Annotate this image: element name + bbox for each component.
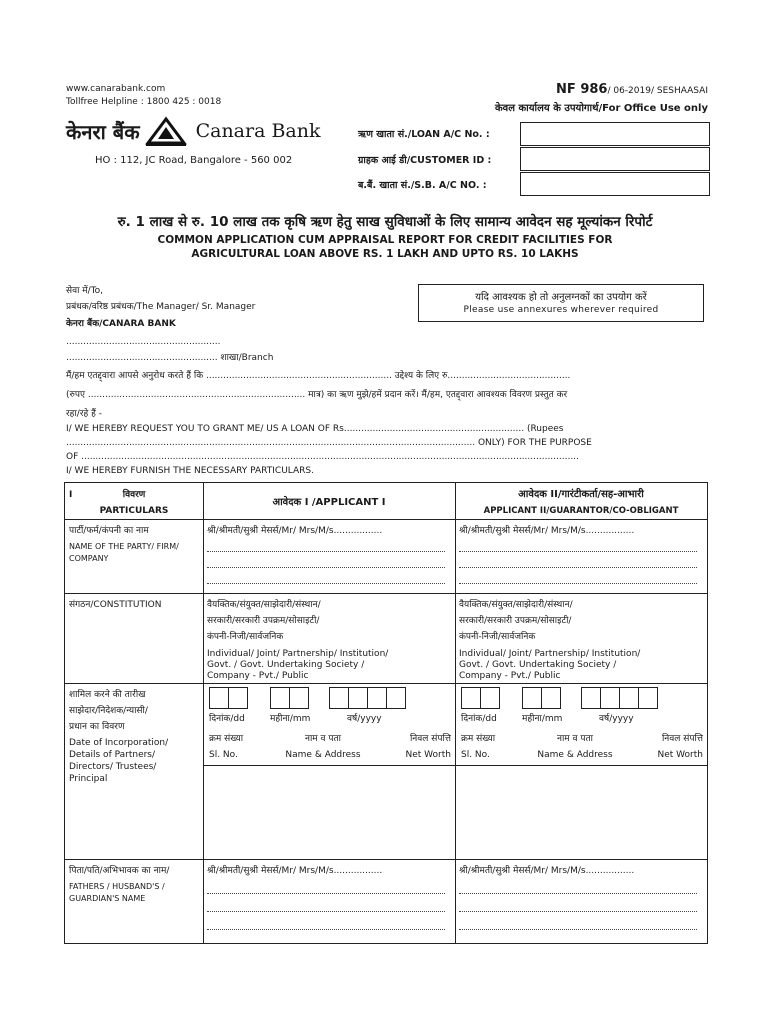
date-label-hindi-3: प्रधान का विवरण bbox=[69, 722, 125, 732]
title-english-1: COMMON APPLICATION CUM APPRAISAL REPORT FOR CREDIT FACILITIES FOR bbox=[157, 234, 613, 246]
col3-hindi: आवेदक II/गारंटीकर्ता/सह-आभारी bbox=[518, 489, 644, 500]
a2-father-salutation: श्री/श्रीमती/सुश्री मेसर्स/Mr/ Mrs/M/s................. bbox=[459, 866, 635, 876]
a2-const-opt1[interactable]: वैयक्तिक/संयुक्त/साझेदारी/संस्थान/ bbox=[459, 600, 573, 610]
a2-father-line[interactable] bbox=[459, 899, 697, 912]
a2-mm-box[interactable] bbox=[522, 687, 542, 709]
constitution-label-hindi: संगठन/ bbox=[69, 600, 94, 610]
date-label-hindi-2: साझेदार/निदेशक/न्यासी/ bbox=[69, 706, 148, 716]
a1-father-line[interactable] bbox=[207, 899, 445, 912]
a2-sl-english: Sl. No. bbox=[461, 750, 490, 760]
a1-sl-english: Sl. No. bbox=[209, 750, 238, 760]
father-label-hindi: पिता/पति/अभिभावक का नाम/ bbox=[69, 866, 170, 876]
applicant2-name-line[interactable] bbox=[459, 571, 697, 584]
logo-hindi: केनरा बैंक bbox=[66, 119, 140, 144]
a2-father-line[interactable] bbox=[459, 917, 697, 930]
form-code: NF 986 bbox=[556, 82, 608, 97]
a1-dd-box[interactable] bbox=[228, 687, 248, 709]
applicant1-name-salutation: श्री/श्रीमती/सुश्री मेसर्स/Mr/ Mrs/M/s................. bbox=[207, 526, 383, 536]
a2-yyyy-box[interactable] bbox=[581, 687, 601, 709]
constitution-label-english: CONSTITUTION bbox=[93, 600, 162, 610]
note-english: Please use annexures wherever required bbox=[463, 305, 659, 315]
constitution-label bbox=[69, 599, 161, 611]
a1-nw-english: Net Worth bbox=[405, 750, 451, 760]
a2-const-en3: Company - Pvt./ Public bbox=[459, 671, 561, 681]
a2-dd-box[interactable] bbox=[461, 687, 481, 709]
a1-yyyy-box[interactable] bbox=[367, 687, 387, 709]
col1-hindi: विवरण bbox=[122, 490, 146, 500]
a2-mm-box[interactable] bbox=[541, 687, 561, 709]
a1-const-opt3[interactable]: कंपनी-निजी/सार्वजनिक bbox=[207, 632, 284, 642]
a1-father-line[interactable] bbox=[207, 917, 445, 930]
applicant2-name-salutation: श्री/श्रीमती/सुश्री मेसर्स/Mr/ Mrs/M/s................. bbox=[459, 526, 635, 536]
a2-yyyy-box[interactable] bbox=[619, 687, 639, 709]
address-line[interactable]: ...................................................... bbox=[66, 337, 221, 347]
a2-dd-box[interactable] bbox=[480, 687, 500, 709]
col3-english: APPLICANT II/GUARANTOR/CO-OBLIGANT bbox=[483, 506, 679, 516]
a1-const-opt1[interactable]: वैयक्तिक/संयुक्त/साझेदारी/संस्थान/ bbox=[207, 600, 321, 610]
customer-id-field[interactable] bbox=[520, 147, 710, 171]
logo-english: Canara Bank bbox=[195, 120, 321, 142]
date-label-hindi-1: शामिल करने की तारीख bbox=[69, 690, 146, 700]
head-office: HO : 112, JC Road, Bangalore - 560 002 bbox=[95, 155, 293, 166]
a1-dd-box[interactable] bbox=[209, 687, 229, 709]
a2-yyyy-box[interactable] bbox=[600, 687, 620, 709]
a2-const-opt3[interactable]: कंपनी-निजी/सार्वजनिक bbox=[459, 632, 536, 642]
a1-const-en3: Company - Pvt./ Public bbox=[207, 671, 309, 681]
a1-yyyy-box[interactable] bbox=[348, 687, 368, 709]
applicant2-name-line[interactable] bbox=[459, 555, 697, 568]
a2-nw-english: Net Worth bbox=[657, 750, 703, 760]
title-english-2: AGRICULTURAL LOAN ABOVE RS. 1 LAKH AND UPTO RS. 10 LAKHS bbox=[191, 248, 579, 260]
applicant1-name-line[interactable] bbox=[207, 555, 445, 568]
a1-na-english: Name & Address bbox=[285, 750, 361, 760]
a2-dd-label: दिनांक/dd bbox=[461, 714, 497, 724]
col2-header: आवेदक I /APPLICANT I bbox=[272, 497, 386, 508]
form-number bbox=[556, 78, 708, 97]
a1-na-hindi: नाम व पता bbox=[304, 734, 341, 744]
a2-const-opt2[interactable]: सरकारी/सरकारी उपक्रम/सोसाइटी/ bbox=[459, 616, 572, 626]
a2-father-line[interactable] bbox=[459, 881, 697, 894]
request-english-1: I/ WE HEREBY REQUEST YOU TO GRANT ME/ US A LOAN OF Rs............................................................... (Rupees bbox=[66, 424, 564, 434]
col1-english: PARTICULARS bbox=[99, 506, 169, 516]
request-english-3: OF .............................................................................................................................................................................. bbox=[66, 452, 579, 462]
request-hindi-2: (रुपए ............................................................................ मात्र) का ऋण मुझे/हमें प्रदान करें। मैं/हम, एतद्द्वारा आवश्यक विवरण प्रस्तुत कर bbox=[66, 390, 568, 400]
a1-mm-label: महीना/mm bbox=[270, 714, 311, 724]
a2-yyyy-box[interactable] bbox=[638, 687, 658, 709]
canara-logo-icon bbox=[144, 115, 188, 147]
applicant1-name-line[interactable] bbox=[207, 539, 445, 552]
a2-na-hindi: नाम व पता bbox=[556, 734, 593, 744]
helpline: Tollfree Helpline : 1800 425 : 0018 bbox=[66, 97, 222, 107]
loan-ac-label: ऋण खाता सं./LOAN A/C No. : bbox=[358, 129, 490, 140]
father-label-english: FATHERS / HUSBAND'S / GUARDIAN'S NAME bbox=[69, 882, 165, 903]
a1-dd-label: दिनांक/dd bbox=[209, 714, 245, 724]
request-hindi-3: रहा/रहे हैं - bbox=[66, 409, 103, 419]
col1-number: I bbox=[69, 490, 73, 500]
a1-const-en2: Govt. / Govt. Undertaking Society / bbox=[207, 660, 365, 670]
a2-const-en1: Individual/ Joint/ Partnership/ Institution/ bbox=[459, 649, 641, 659]
a1-yyyy-box[interactable] bbox=[386, 687, 406, 709]
request-english-4: I/ WE HEREBY FURNISH THE NECESSARY PARTICULARS. bbox=[66, 466, 314, 476]
a1-father-salutation: श्री/श्रीमती/सुश्री मेसर्स/Mr/ Mrs/M/s................. bbox=[207, 866, 383, 876]
name-label-hindi: पार्टी/फर्म/कंपनी का नाम bbox=[69, 526, 149, 536]
a1-mm-box[interactable] bbox=[289, 687, 309, 709]
a2-nw-hindi: निवल संपत्ति bbox=[661, 734, 703, 744]
a1-yyyy-box[interactable] bbox=[329, 687, 349, 709]
request-english-2: ............................................................................................................................................... ONLY) FOR THE PURPOSE bbox=[66, 438, 592, 448]
bank-logo bbox=[66, 114, 321, 148]
annexure-note bbox=[418, 284, 704, 322]
form-code-rest: / 06-2019/ SESHAASAI bbox=[607, 86, 708, 96]
note-hindi: यदि आवश्यक हो तो अनुलग्नकों का उपयोग करें bbox=[475, 292, 647, 303]
a1-nw-hindi: निवल संपत्ति bbox=[409, 734, 451, 744]
office-use-label: केवल कार्यालय के उपयोगार्थ/For Office Use only bbox=[494, 103, 708, 114]
a2-mm-label: महीना/mm bbox=[522, 714, 563, 724]
name-label-english: NAME OF THE PARTY/ FIRM/ COMPANY bbox=[69, 542, 179, 563]
applicant2-name-line[interactable] bbox=[459, 539, 697, 552]
a2-yyyy-label: वर्ष/yyyy bbox=[599, 714, 634, 724]
applicant1-name-line[interactable] bbox=[207, 571, 445, 584]
to-label: सेवा में/To, bbox=[66, 286, 104, 296]
a1-father-line[interactable] bbox=[207, 881, 445, 894]
date-label-english: Date of Incorporation/ Details of Partners/ Directors/ Trustees/ Principal bbox=[69, 738, 169, 784]
a2-const-en2: Govt. / Govt. Undertaking Society / bbox=[459, 660, 617, 670]
a1-const-en1: Individual/ Joint/ Partnership/ Institution/ bbox=[207, 649, 389, 659]
request-hindi-1: मैं/हम एतद्द्वारा आपसे अनुरोध करते हैं कि ................................................................. उद्देश्य के लिए रु........................................... bbox=[66, 371, 571, 381]
bank-label: केनरा बैंक/CANARA BANK bbox=[66, 319, 176, 329]
a1-const-opt2[interactable]: सरकारी/सरकारी उपक्रम/सोसाइटी/ bbox=[207, 616, 320, 626]
branch-line[interactable]: ..................................................... शाखा/Branch bbox=[66, 353, 274, 363]
manager-label: प्रबंधक/वरिष्ठ प्रबंधक/The Manager/ Sr. Manager bbox=[66, 302, 256, 312]
loan-ac-field[interactable] bbox=[520, 122, 710, 146]
customer-id-label: ग्राहक आई डी/CUSTOMER ID : bbox=[358, 155, 492, 166]
a2-sl-hindi: क्रम संख्या bbox=[461, 734, 496, 744]
sb-ac-label: ब.बैं. खाता सं./S.B. A/C NO. : bbox=[358, 180, 487, 191]
a1-yyyy-label: वर्ष/yyyy bbox=[347, 714, 382, 724]
sb-ac-field[interactable] bbox=[520, 172, 710, 196]
a1-mm-box[interactable] bbox=[270, 687, 290, 709]
particulars-table bbox=[64, 482, 708, 944]
a2-na-english: Name & Address bbox=[537, 750, 613, 760]
a1-sl-hindi: क्रम संख्या bbox=[209, 734, 244, 744]
title-hindi: रु. 1 लाख से रु. 10 लाख तक कृषि ऋण हेतु साख सुविधाओं के लिए सामान्य आवेदन सह मूल्यांकन रिपोर्ट bbox=[117, 214, 653, 230]
website: www.canarabank.com bbox=[66, 84, 166, 94]
